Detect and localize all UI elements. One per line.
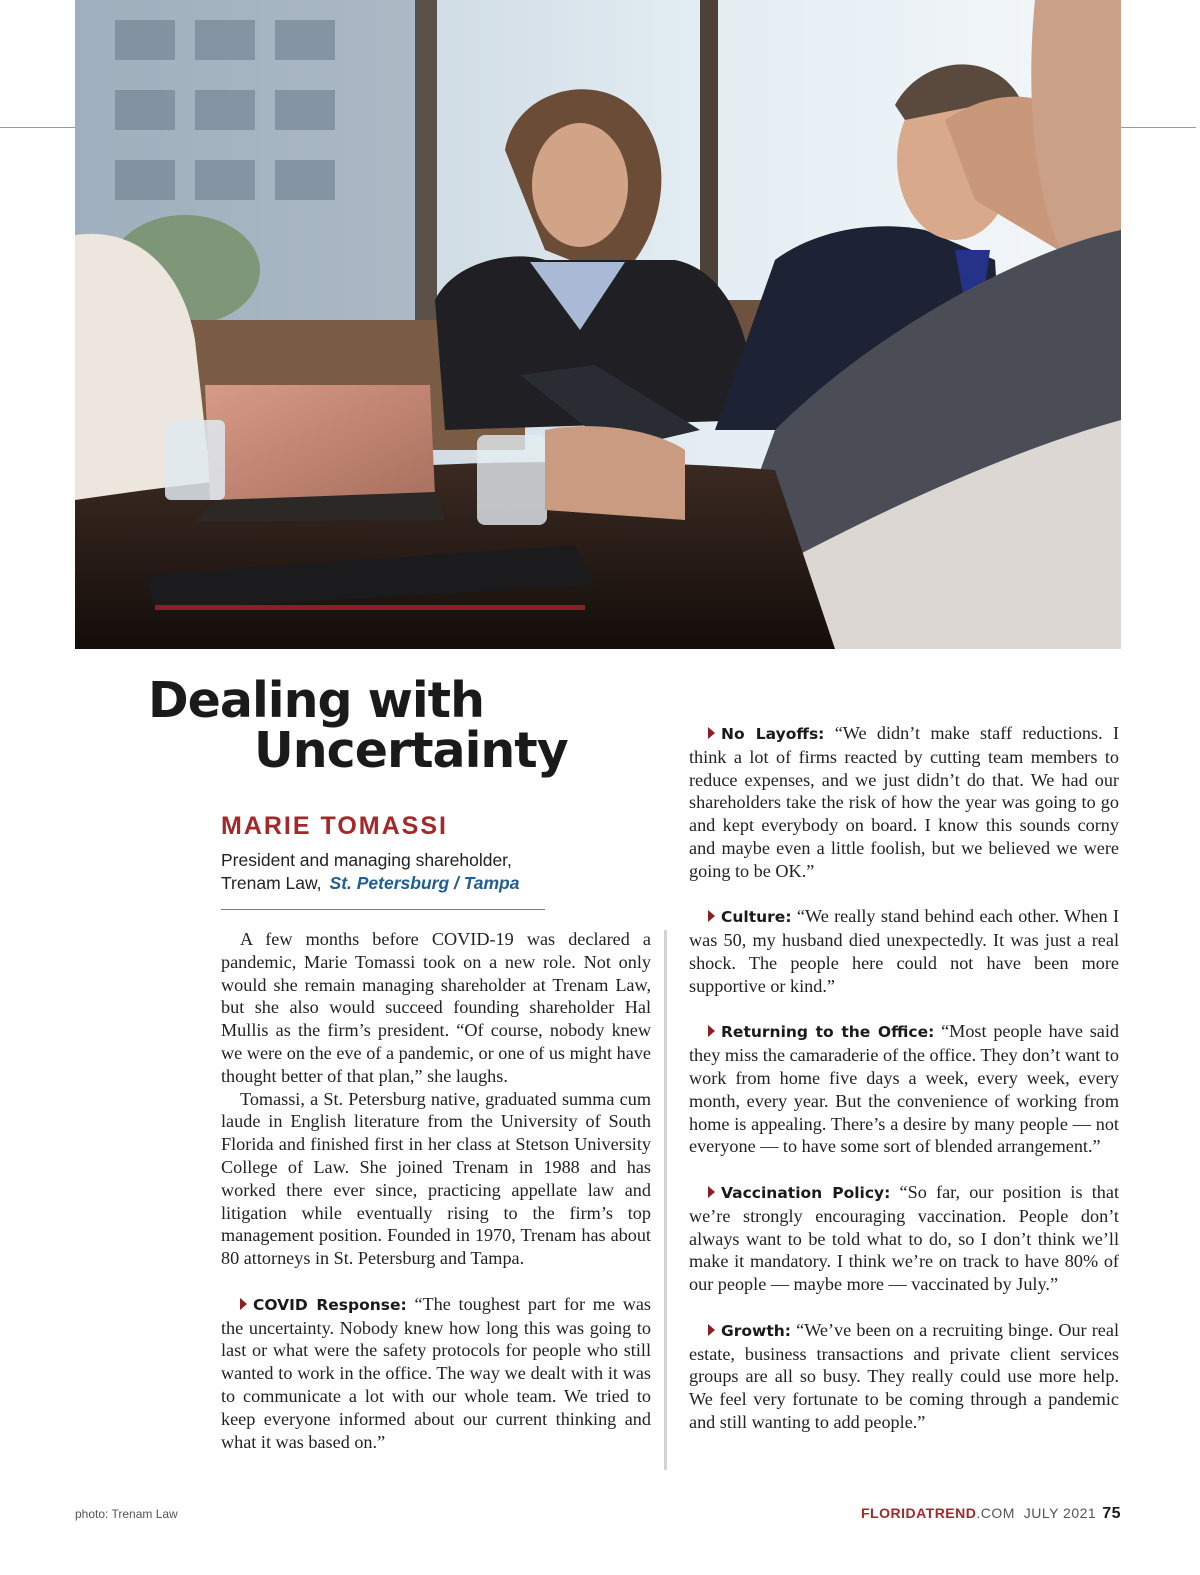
section-label: Culture: [721,908,792,927]
firm-name: Trenam Law, [221,873,322,893]
intro-paragraph: A few months before COVID-19 was declared a pandemic, Marie Tomassi took on a new role. Not only would she remain managing shareholder at Trenam Law, but she also would succeed founding shareholder Hal Mullis as the firm’s president. “Of course, nobody knew we were on the eve of a pandemic, or one of us might have thought better of that plan,” she laughs. [221,929,651,1086]
section-label: Growth: [721,1321,791,1340]
top-rule-left [0,127,76,128]
article-title [148,672,578,779]
page-folio [861,1505,1121,1523]
page-number: 75 [1102,1505,1121,1522]
right-column [689,722,1119,1434]
brand-suffix: .COM [976,1505,1015,1521]
section-text: “Most people have said they miss the camaraderie of the office. They don’t want to work from home five days a week, every week, every month, every year. But the convenience of working from home is appealing. There’s a desire by many people — not everyone — to have some sort of blended arrangement.” [689,1021,1119,1157]
triangle-bullet-icon [240,1298,247,1310]
section-label: COVID Response: [253,1295,407,1314]
title-line-1: Dealing with [148,672,484,729]
section-text: “The toughest part for me was the uncertainty. Nobody knew how long this was going to last or what were the safety protocols for people who still wanted to work in the office. The way we dealt with it was to communicate a lot with our whole team. We tried to keep everyone informed about our current thinking and what it was based on.” [221,1293,652,1452]
triangle-bullet-icon [708,1186,715,1198]
photo-credit: photo: Trenam Law [75,1507,178,1521]
brand-name: FLORIDATREND [860,1505,977,1521]
section-text: “We really stand behind each other. When I was 50, my husband died unexpectedly. It was just a real shock. The people here could not have been more supportive or kind.” [689,906,1120,996]
qa-section-returning [689,1020,1119,1158]
section-label: No Layoffs: [721,725,825,743]
qa-section-covid [221,1293,651,1454]
triangle-bullet-icon [708,727,715,739]
article-photo [75,0,1121,649]
location: St. Petersburg / Tampa [329,873,520,893]
person-role [221,849,561,895]
qa-section-culture [689,905,1119,997]
triangle-bullet-icon [708,1025,715,1037]
section-label: Vaccination Policy: [721,1183,891,1202]
intro-paragraph: Tomassi, a St. Petersburg native, graduated summa cum laude in English literature from the University of South Florida and finished first in her class at Stetson University College of Law. She joined Trenam in 1988 and has worked there ever since, practicing appellate law and litigation while eventually rising to the firm’s top management position. Founded in 1970, Trenam has about 80 attorneys in St. Petersburg and Tampa. [221,1088,651,1269]
left-column [221,928,651,1453]
role-title: President and managing shareholder, [221,850,512,870]
top-rule-right [1120,127,1196,128]
section-text: “So far, our position is that we’re strongly encouraging vaccination. People don’t always want to be told what to do, so I don’t think we’ll make it mandatory. I think we’re on track to have 80% of our people — maybe more — vaccinated by July.” [689,1181,1120,1295]
heading-divider [221,909,545,910]
title-line-2: Uncertainty [254,722,568,779]
person-name: MARIE TOMASSI [221,812,448,840]
column-separator [664,930,667,1470]
section-text: “We didn’t make staff reductions. I think a lot of firms reacted by cutting team members to reduce expenses, and we just didn’t do that. We had our shareholders take the risk of how the year was going to go and kept everybody on board. I know this sounds corny and maybe even a little foolish, but we believed we were going to be OK.” [689,723,1120,881]
qa-section-growth [689,1319,1119,1434]
triangle-bullet-icon [708,1324,715,1336]
triangle-bullet-icon [708,910,715,922]
section-label: Returning to the Office: [721,1023,935,1042]
section-text: “We’ve been on a recruiting binge. Our real estate, business transactions and private client services groups are all so busy. They really could use more help. We feel very fortunate to be coming through a pandemic and still wanting to add people.” [689,1319,1119,1432]
qa-section-layoffs [689,722,1119,883]
issue-date: JULY 2021 [1023,1505,1097,1521]
qa-section-vaccination [689,1181,1119,1296]
